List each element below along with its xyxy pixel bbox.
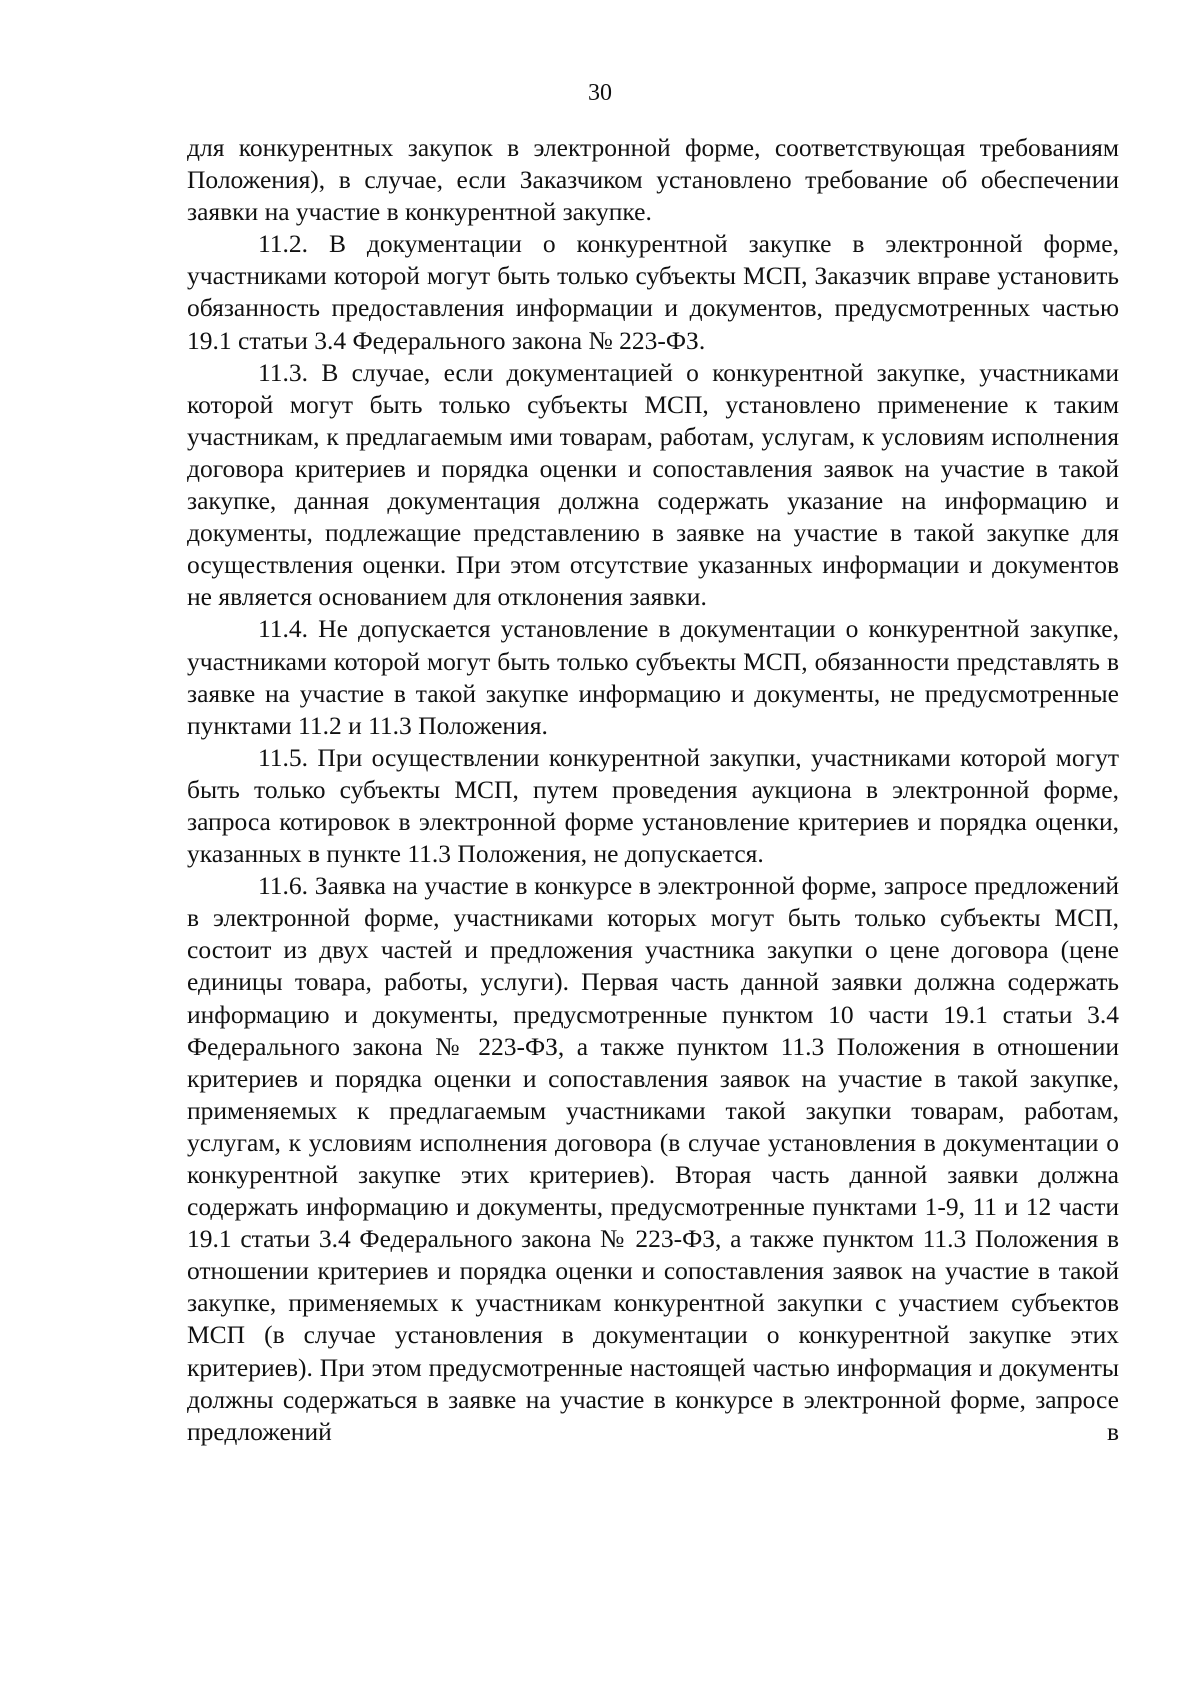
paragraph-11-3: 11.3. В случае, если документацией о конкурентной закупке, участниками которой могут быть только субъекты МСП, установлено применение к таким участникам, к предлагаемым ими товарам, работам, услугам, к условиям исполнения договора критериев и порядка оценки и сопоставления заявок на участие в такой закупке, данная документация должна содержать указание на информацию и документы, подлежащие представлению в заявке на участие в такой закупке для осуществления оценки. При этом отсутствие указанных информации и документов не является основанием для отклонения заявки. xyxy=(187,357,1119,612)
paragraph-11-6: 11.6. Заявка на участие в конкурсе в электронной форме, запросе предложений в электронной форме, участниками которых могут быть только субъекты МСП, состоит из двух частей и предложения участника закупки о цене договора (цене единицы товара, работы, услуги). Первая часть данной заявки должна содержать информацию и документы, предусмотренные пунктом 10 части 19.1 статьи 3.4 Федерального закона № 223-ФЗ, а также пунктом 11.3 Положения в отношении критериев и порядка оценки и сопоставления заявок на участие в такой закупке, применяемых к предлагаемым участниками такой закупки товарам, работам, услугам, к условиям исполнения договора (в случае установления в документации о конкурентной закупке этих критериев). Вторая часть данной заявки должна содержать информацию и документы, предусмотренные пунктами 1-9, 11 и 12 части 19.1 статьи 3.4 Федерального закона № 223-ФЗ, а также пунктом 11.3 Положения в отношении критериев и порядка оценки и сопоставления заявок на участие в такой закупке, применяемых к участникам конкурентной закупки с участием субъектов МСП (в случае установления в документации о конкурентной закупке этих критериев). При этом предусмотренные настоящей частью информация и документы должны содержаться в заявке на участие в конкурсе в электронной форме, запросе предложений в xyxy=(187,871,1119,1446)
paragraph-11-4: 11.4. Не допускается установление в документации о конкурентной закупке, участниками которой могут быть только субъекты МСП, обязанности представлять в заявке на участие в такой закупке информацию и документы, не предусмотренные пунктами 11.2 и 11.3 Положения. xyxy=(187,614,1119,740)
paragraph-11-5: 11.5. При осуществлении конкурентной закупки, участниками которой могут быть только субъекты МСП, путем проведения аукциона в электронной форме, запроса котировок в электронной форме установление критериев и порядка оценки, указанных в пункте 11.3 Положения, не допускается. xyxy=(187,742,1119,869)
paragraph-11-2: 11.2. В документации о конкурентной закупке в электронной форме, участниками которой могут быть только субъекты МСП, Заказчик вправе установить обязанность предоставления информации и документов, предусмотренных частью 19.1 статьи 3.4 Федерального закона № 223-ФЗ. xyxy=(187,229,1119,355)
document-body xyxy=(187,132,1119,1448)
page-number: 30 xyxy=(588,80,612,106)
paragraph-continuation: для конкурентных закупок в электронной форме, соответствующая требованиям Положения), в случае, если Заказчиком установлено требование об обеспечении заявки на участие в конкурентной закупке. xyxy=(187,133,1119,227)
